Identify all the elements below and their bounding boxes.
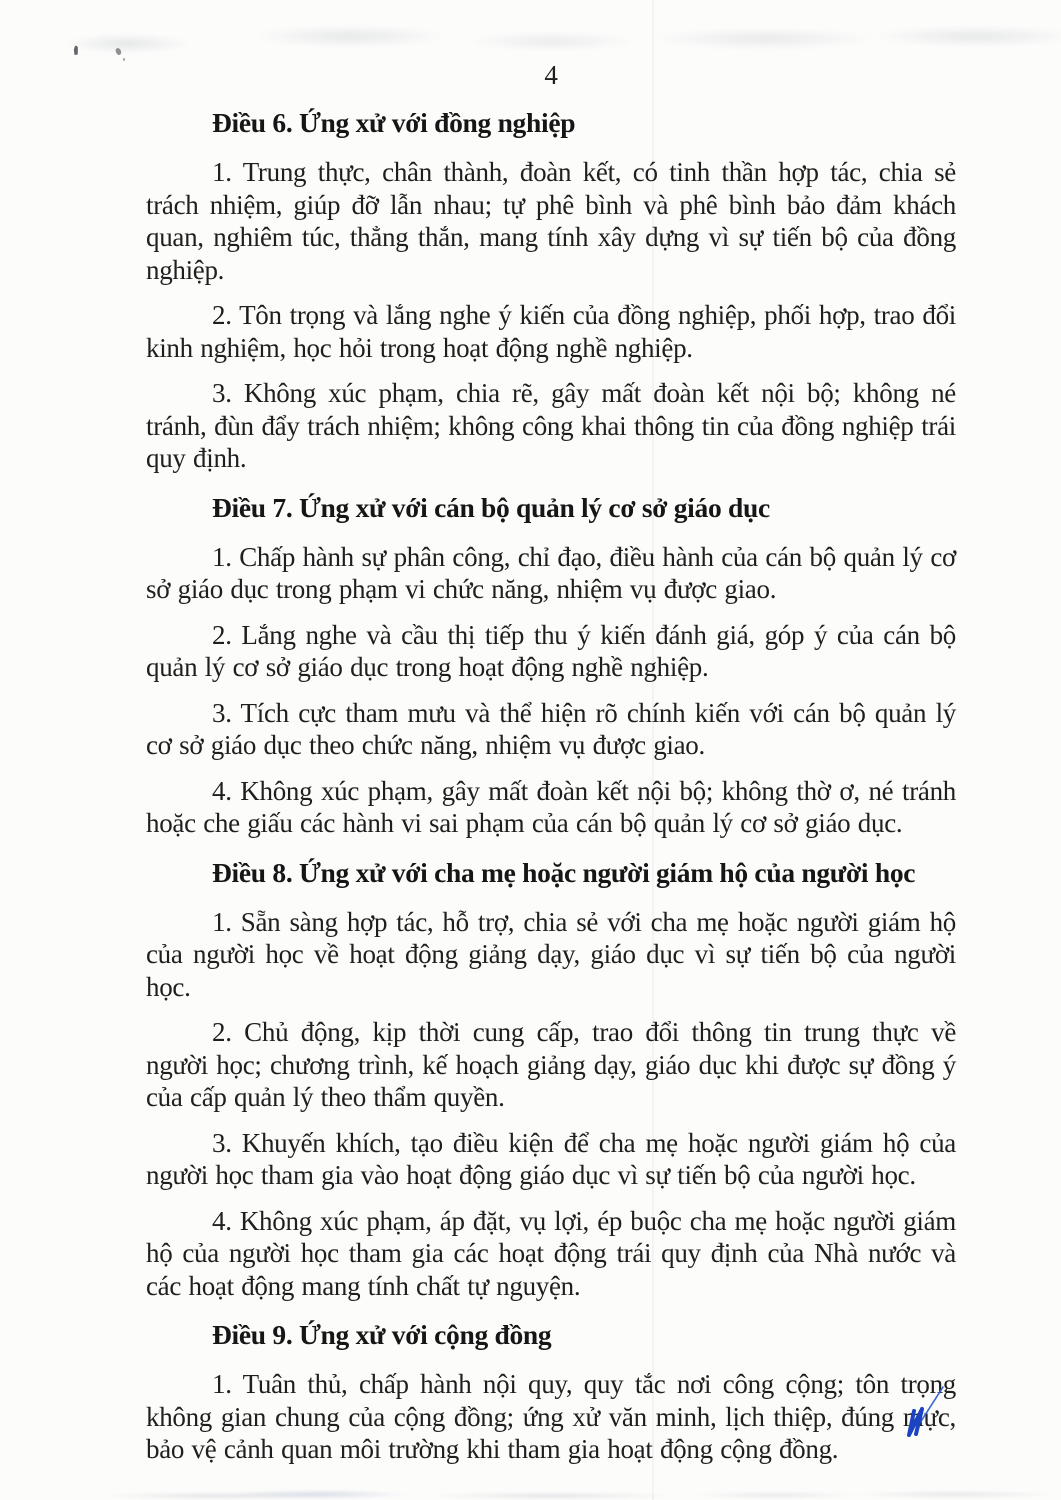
article-6-paragraph-2: 2. Tôn trọng và lắng nghe ý kiến của đồng nghiệp, phối hợp, trao đổi kinh nghiệm, học hỏi trong hoạt động nghề nghiệp. (146, 300, 956, 363)
ink-speck (123, 58, 125, 61)
page-number: 4 (544, 60, 558, 90)
article-8-paragraph-1: 1. Sẵn sàng hợp tác, hỗ trợ, chia sẻ với cha mẹ hoặc người giám hộ của người học về hoạt động giảng dạy, giáo dục vì sự tiến bộ của người học. (146, 906, 956, 1002)
pen-tick-icon (895, 1378, 955, 1444)
article-7-paragraph-2: 2. Lắng nghe và cầu thị tiếp thu ý kiến đánh giá, góp ý của cán bộ quản lý cơ sở giáo dục trong hoạt động nghề nghiệp. (146, 619, 956, 682)
article-6-paragraph-1: 1. Trung thực, chân thành, đoàn kết, có tinh thần hợp tác, chia sẻ trách nhiệm, giúp đỡ lẫn nhau; tự phê bình và phê bình bảo đảm khách quan, nghiêm túc, thẳng thắn, mang tính xây dựng vì sự tiến bộ của đồng nghiệp. (146, 157, 956, 285)
scan-noise-top (0, 10, 1061, 58)
article-6-paragraph-3: 3. Không xúc phạm, chia rẽ, gây mất đoàn kết nội bộ; không né tránh, đùn đẩy trách nhiệm; không công khai thông tin của đồng nghiệp trái quy định. (146, 378, 956, 473)
article-8-heading: Điều 8. Ứng xử với cha mẹ hoặc người giám hộ của người học (212, 856, 916, 888)
article-8-paragraph-4: 4. Không xúc phạm, áp đặt, vụ lợi, ép buộc cha mẹ hoặc người giám hộ của người học tham gia các hoạt động trái quy định của Nhà nước và các hoạt động mang tính chất tự nguyện. (146, 1205, 956, 1301)
article-9-heading: Điều 9. Ứng xử với cộng đồng (212, 1319, 552, 1350)
section-article-6 (146, 107, 956, 475)
article-9-paragraph-1: 1. Tuân thủ, chấp hành nội quy, quy tắc nơi công cộng; tôn trọng không gian chung của cộng đồng; ứng xử văn minh, lịch thiệp, đúng mực, bảo vệ cảnh quan môi trường khi tham gia hoạt động cộng đồng. (146, 1369, 956, 1464)
section-article-8 (146, 857, 956, 1303)
pen-tick-body-stroke (909, 1409, 922, 1435)
section-article-9 (146, 1319, 956, 1466)
article-8-paragraph-2: 2. Chủ động, kịp thời cung cấp, trao đổi thông tin trung thực về người học; chương trình, kế hoạch giảng dạy, giáo dục khi được sự đồng ý của cấp quản lý theo thẩm quyền. (146, 1017, 956, 1112)
document-text-block (146, 60, 956, 1466)
article-7-paragraph-1: 1. Chấp hành sự phân công, chỉ đạo, điều hành của cán bộ quản lý cơ sở giáo dục trong phạm vi chức năng, nhiệm vụ được giao. (146, 541, 956, 604)
scan-noise-bottom (0, 1486, 1061, 1500)
article-8-paragraph-3: 3. Khuyến khích, tạo điều kiện để cha mẹ hoặc người giám hộ của người học tham gia vào hoạt động giáo dục vì sự tiến bộ của người học. (146, 1127, 956, 1190)
pen-tick-tail-stroke (918, 1387, 943, 1426)
article-6-heading: Điều 6. Ứng xử với đồng nghiệp (212, 107, 576, 138)
section-article-7 (146, 492, 956, 840)
article-7-paragraph-4: 4. Không xúc phạm, gây mất đoàn kết nội bộ; không thờ ơ, né tránh hoặc che giấu các hành vi sai phạm của cán bộ quản lý cơ sở giáo dục. (146, 775, 956, 838)
article-7-paragraph-3: 3. Tích cực tham mưu và thể hiện rõ chính kiến với cán bộ quản lý cơ sở giáo dục theo chức năng, nhiệm vụ được giao. (146, 697, 956, 760)
article-7-heading: Điều 7. Ứng xử với cán bộ quản lý cơ sở giáo dục (212, 491, 770, 523)
